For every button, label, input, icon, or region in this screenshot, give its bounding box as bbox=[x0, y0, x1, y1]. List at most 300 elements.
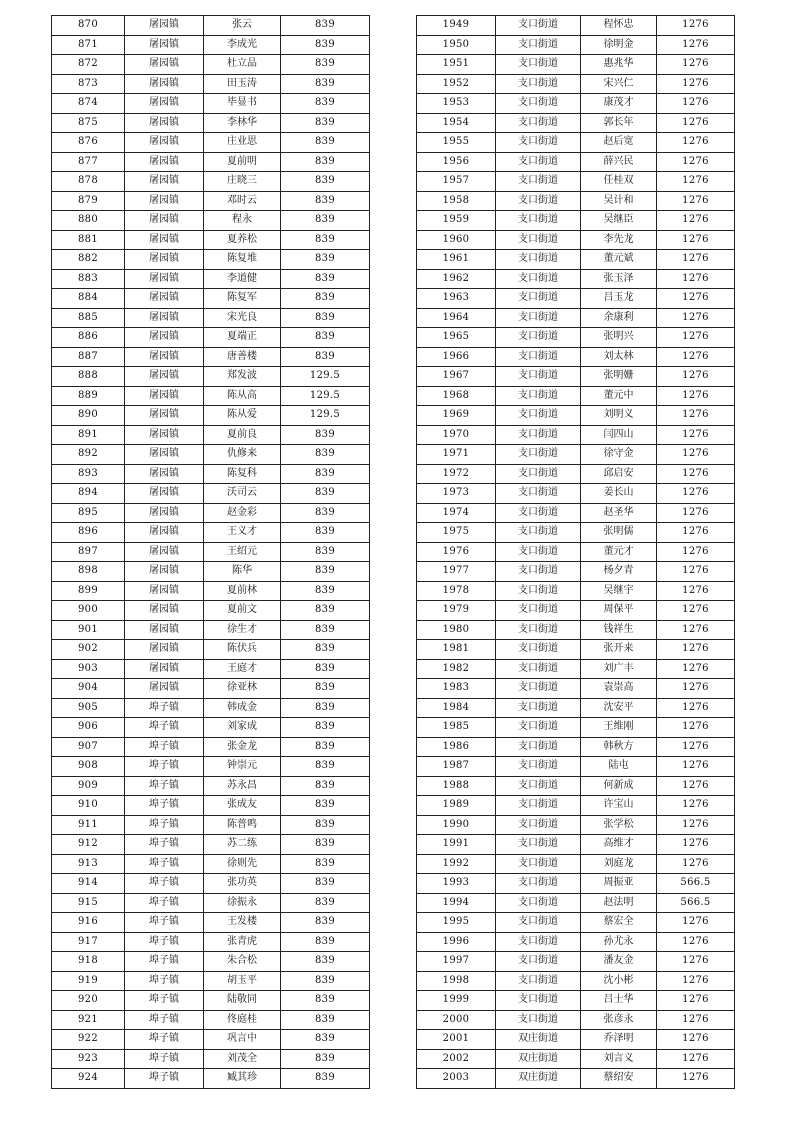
table-row bbox=[417, 581, 735, 601]
amount-cell: 1276 bbox=[657, 971, 735, 991]
row-number-cell: 1977 bbox=[417, 562, 496, 582]
township-cell: 支口街道 bbox=[496, 698, 581, 718]
person-name-cell: 苏二练 bbox=[204, 835, 281, 855]
amount-cell: 566.5 bbox=[657, 893, 735, 913]
row-number-cell: 1969 bbox=[417, 406, 496, 426]
amount-cell: 1276 bbox=[657, 1010, 735, 1030]
table-row bbox=[417, 737, 735, 757]
table-row bbox=[52, 484, 370, 504]
township-cell: 支口街道 bbox=[496, 815, 581, 835]
row-number-cell: 1963 bbox=[417, 289, 496, 309]
row-number-cell: 1992 bbox=[417, 854, 496, 874]
table-row bbox=[52, 464, 370, 484]
amount-cell: 1276 bbox=[657, 562, 735, 582]
person-name-cell: 赵金彩 bbox=[204, 503, 281, 523]
amount-cell: 839 bbox=[281, 172, 370, 192]
amount-cell: 839 bbox=[281, 854, 370, 874]
table-row bbox=[417, 16, 735, 36]
person-name-cell: 宋兴仁 bbox=[581, 74, 657, 94]
person-name-cell: 吴继臣 bbox=[581, 211, 657, 231]
amount-cell: 839 bbox=[281, 74, 370, 94]
person-name-cell: 沃司云 bbox=[204, 484, 281, 504]
amount-cell: 1276 bbox=[657, 16, 735, 36]
table-row bbox=[417, 562, 735, 582]
row-number-cell: 897 bbox=[52, 542, 125, 562]
person-name-cell: 徐振永 bbox=[204, 893, 281, 913]
row-number-cell: 1979 bbox=[417, 601, 496, 621]
person-name-cell: 臧其珍 bbox=[204, 1069, 281, 1089]
row-number-cell: 1956 bbox=[417, 152, 496, 172]
table-row bbox=[417, 211, 735, 231]
table-row bbox=[417, 718, 735, 738]
row-number-cell: 1988 bbox=[417, 776, 496, 796]
township-cell: 屠园镇 bbox=[125, 679, 204, 699]
row-number-cell: 908 bbox=[52, 757, 125, 777]
row-number-cell: 893 bbox=[52, 464, 125, 484]
row-number-cell: 878 bbox=[52, 172, 125, 192]
township-cell: 支口街道 bbox=[496, 854, 581, 874]
person-name-cell: 李林华 bbox=[204, 113, 281, 133]
person-name-cell: 张明兴 bbox=[581, 328, 657, 348]
person-name-cell: 王发楼 bbox=[204, 913, 281, 933]
row-number-cell: 899 bbox=[52, 581, 125, 601]
row-number-cell: 916 bbox=[52, 913, 125, 933]
table-row bbox=[417, 152, 735, 172]
person-name-cell: 毕显书 bbox=[204, 94, 281, 114]
person-name-cell: 姜长山 bbox=[581, 484, 657, 504]
person-name-cell: 董元中 bbox=[581, 386, 657, 406]
township-cell: 屠园镇 bbox=[125, 659, 204, 679]
amount-cell: 129.5 bbox=[281, 406, 370, 426]
amount-cell: 839 bbox=[281, 464, 370, 484]
township-cell: 支口街道 bbox=[496, 113, 581, 133]
table-row bbox=[417, 601, 735, 621]
person-name-cell: 陈伏兵 bbox=[204, 640, 281, 660]
person-name-cell: 陈从高 bbox=[204, 386, 281, 406]
person-name-cell: 薛兴民 bbox=[581, 152, 657, 172]
township-cell: 支口街道 bbox=[496, 230, 581, 250]
amount-cell: 839 bbox=[281, 601, 370, 621]
person-name-cell: 赵后宽 bbox=[581, 133, 657, 153]
amount-cell: 839 bbox=[281, 679, 370, 699]
row-number-cell: 1993 bbox=[417, 874, 496, 894]
person-name-cell: 夏前林 bbox=[204, 581, 281, 601]
row-number-cell: 1980 bbox=[417, 620, 496, 640]
amount-cell: 1276 bbox=[657, 308, 735, 328]
person-name-cell: 周保平 bbox=[581, 601, 657, 621]
row-number-cell: 1997 bbox=[417, 952, 496, 972]
row-number-cell: 1996 bbox=[417, 932, 496, 952]
person-name-cell: 庄晓三 bbox=[204, 172, 281, 192]
row-number-cell: 1950 bbox=[417, 35, 496, 55]
table-row bbox=[52, 971, 370, 991]
township-cell: 支口街道 bbox=[496, 269, 581, 289]
amount-cell: 1276 bbox=[657, 640, 735, 660]
row-number-cell: 1953 bbox=[417, 94, 496, 114]
left-roster-table bbox=[51, 15, 370, 1089]
table-row bbox=[417, 952, 735, 972]
person-name-cell: 张明姗 bbox=[581, 367, 657, 387]
table-row bbox=[417, 406, 735, 426]
person-name-cell: 徐明金 bbox=[581, 35, 657, 55]
township-cell: 屠园镇 bbox=[125, 464, 204, 484]
township-cell: 支口街道 bbox=[496, 659, 581, 679]
township-cell: 埠子镇 bbox=[125, 835, 204, 855]
table-row bbox=[417, 1049, 735, 1069]
table-row bbox=[52, 35, 370, 55]
table-row bbox=[52, 835, 370, 855]
township-cell: 埠子镇 bbox=[125, 932, 204, 952]
row-number-cell: 1960 bbox=[417, 230, 496, 250]
table-row bbox=[417, 425, 735, 445]
township-cell: 支口街道 bbox=[496, 172, 581, 192]
person-name-cell: 张青虎 bbox=[204, 932, 281, 952]
township-cell: 屠园镇 bbox=[125, 94, 204, 114]
township-cell: 支口街道 bbox=[496, 581, 581, 601]
row-number-cell: 896 bbox=[52, 523, 125, 543]
township-cell: 屠园镇 bbox=[125, 601, 204, 621]
table-row bbox=[52, 445, 370, 465]
amount-cell: 1276 bbox=[657, 796, 735, 816]
person-name-cell: 孙尤永 bbox=[581, 932, 657, 952]
table-row bbox=[52, 679, 370, 699]
table-row bbox=[52, 269, 370, 289]
row-number-cell: 885 bbox=[52, 308, 125, 328]
amount-cell: 839 bbox=[281, 16, 370, 36]
amount-cell: 1276 bbox=[657, 445, 735, 465]
row-number-cell: 913 bbox=[52, 854, 125, 874]
row-number-cell: 901 bbox=[52, 620, 125, 640]
person-name-cell: 任桂双 bbox=[581, 172, 657, 192]
person-name-cell: 钱祥生 bbox=[581, 620, 657, 640]
row-number-cell: 918 bbox=[52, 952, 125, 972]
amount-cell: 839 bbox=[281, 308, 370, 328]
table-row bbox=[417, 484, 735, 504]
person-name-cell: 宋光良 bbox=[204, 308, 281, 328]
amount-cell: 839 bbox=[281, 542, 370, 562]
amount-cell: 1276 bbox=[657, 679, 735, 699]
amount-cell: 1276 bbox=[657, 757, 735, 777]
table-row bbox=[52, 289, 370, 309]
table-row bbox=[417, 347, 735, 367]
table-row bbox=[417, 835, 735, 855]
table-row bbox=[417, 991, 735, 1011]
amount-cell: 839 bbox=[281, 425, 370, 445]
amount-cell: 839 bbox=[281, 815, 370, 835]
township-cell: 埠子镇 bbox=[125, 1030, 204, 1050]
table-row bbox=[52, 854, 370, 874]
amount-cell: 1276 bbox=[657, 484, 735, 504]
person-name-cell: 张学松 bbox=[581, 815, 657, 835]
amount-cell: 839 bbox=[281, 952, 370, 972]
table-row bbox=[417, 698, 735, 718]
right-roster-body bbox=[417, 16, 735, 1089]
person-name-cell: 刘家成 bbox=[204, 718, 281, 738]
table-row bbox=[52, 406, 370, 426]
table-row bbox=[52, 1069, 370, 1089]
township-cell: 支口街道 bbox=[496, 425, 581, 445]
table-row bbox=[417, 445, 735, 465]
table-row bbox=[52, 698, 370, 718]
row-number-cell: 903 bbox=[52, 659, 125, 679]
table-row bbox=[52, 74, 370, 94]
person-name-cell: 杜立品 bbox=[204, 55, 281, 75]
person-name-cell: 陆屯 bbox=[581, 757, 657, 777]
township-cell: 支口街道 bbox=[496, 679, 581, 699]
person-name-cell: 吕士华 bbox=[581, 991, 657, 1011]
amount-cell: 839 bbox=[281, 737, 370, 757]
amount-cell: 839 bbox=[281, 445, 370, 465]
table-row bbox=[52, 250, 370, 270]
township-cell: 支口街道 bbox=[496, 347, 581, 367]
township-cell: 埠子镇 bbox=[125, 1049, 204, 1069]
person-name-cell: 胡玉平 bbox=[204, 971, 281, 991]
table-row bbox=[417, 250, 735, 270]
amount-cell: 1276 bbox=[657, 269, 735, 289]
amount-cell: 1276 bbox=[657, 854, 735, 874]
amount-cell: 1276 bbox=[657, 35, 735, 55]
person-name-cell: 赵法明 bbox=[581, 893, 657, 913]
person-name-cell: 刘言义 bbox=[581, 1049, 657, 1069]
row-number-cell: 879 bbox=[52, 191, 125, 211]
amount-cell: 839 bbox=[281, 874, 370, 894]
amount-cell: 1276 bbox=[657, 952, 735, 972]
township-cell: 埠子镇 bbox=[125, 737, 204, 757]
row-number-cell: 1952 bbox=[417, 74, 496, 94]
row-number-cell: 880 bbox=[52, 211, 125, 231]
amount-cell: 839 bbox=[281, 35, 370, 55]
amount-cell: 839 bbox=[281, 191, 370, 211]
amount-cell: 1276 bbox=[657, 835, 735, 855]
table-row bbox=[52, 425, 370, 445]
person-name-cell: 邱启安 bbox=[581, 464, 657, 484]
person-name-cell: 程怀忠 bbox=[581, 16, 657, 36]
person-name-cell: 乔泽明 bbox=[581, 1030, 657, 1050]
amount-cell: 1276 bbox=[657, 523, 735, 543]
township-cell: 支口街道 bbox=[496, 406, 581, 426]
table-row bbox=[52, 581, 370, 601]
table-row bbox=[417, 503, 735, 523]
table-row bbox=[52, 620, 370, 640]
person-name-cell: 陈复堆 bbox=[204, 250, 281, 270]
row-number-cell: 870 bbox=[52, 16, 125, 36]
person-name-cell: 周振亚 bbox=[581, 874, 657, 894]
row-number-cell: 1961 bbox=[417, 250, 496, 270]
table-row bbox=[52, 757, 370, 777]
amount-cell: 839 bbox=[281, 250, 370, 270]
table-row bbox=[52, 133, 370, 153]
amount-cell: 129.5 bbox=[281, 367, 370, 387]
row-number-cell: 1982 bbox=[417, 659, 496, 679]
township-cell: 屠园镇 bbox=[125, 308, 204, 328]
township-cell: 支口街道 bbox=[496, 737, 581, 757]
table-row bbox=[52, 386, 370, 406]
row-number-cell: 1964 bbox=[417, 308, 496, 328]
row-number-cell: 909 bbox=[52, 776, 125, 796]
township-cell: 支口街道 bbox=[496, 367, 581, 387]
table-row bbox=[52, 893, 370, 913]
amount-cell: 839 bbox=[281, 913, 370, 933]
amount-cell: 1276 bbox=[657, 464, 735, 484]
table-row bbox=[52, 55, 370, 75]
township-cell: 埠子镇 bbox=[125, 971, 204, 991]
table-row bbox=[417, 913, 735, 933]
person-name-cell: 徐则先 bbox=[204, 854, 281, 874]
table-row bbox=[52, 542, 370, 562]
amount-cell: 839 bbox=[281, 347, 370, 367]
amount-cell: 1276 bbox=[657, 152, 735, 172]
table-row bbox=[417, 113, 735, 133]
township-cell: 支口街道 bbox=[496, 484, 581, 504]
person-name-cell: 庄业思 bbox=[204, 133, 281, 153]
person-name-cell: 刘明义 bbox=[581, 406, 657, 426]
amount-cell: 1276 bbox=[657, 55, 735, 75]
row-number-cell: 1998 bbox=[417, 971, 496, 991]
township-cell: 支口街道 bbox=[496, 913, 581, 933]
township-cell: 埠子镇 bbox=[125, 776, 204, 796]
table-row bbox=[417, 659, 735, 679]
table-row bbox=[417, 464, 735, 484]
table-row bbox=[52, 191, 370, 211]
township-cell: 埠子镇 bbox=[125, 893, 204, 913]
amount-cell: 1276 bbox=[657, 406, 735, 426]
person-name-cell: 程永 bbox=[204, 211, 281, 231]
row-number-cell: 1994 bbox=[417, 893, 496, 913]
amount-cell: 1276 bbox=[657, 737, 735, 757]
row-number-cell: 1967 bbox=[417, 367, 496, 387]
row-number-cell: 874 bbox=[52, 94, 125, 114]
left-roster-body bbox=[52, 16, 370, 1089]
row-number-cell: 1968 bbox=[417, 386, 496, 406]
row-number-cell: 1965 bbox=[417, 328, 496, 348]
township-cell: 埠子镇 bbox=[125, 991, 204, 1011]
table-row bbox=[52, 230, 370, 250]
right-roster-table bbox=[416, 15, 735, 1089]
township-cell: 支口街道 bbox=[496, 464, 581, 484]
row-number-cell: 1990 bbox=[417, 815, 496, 835]
amount-cell: 1276 bbox=[657, 542, 735, 562]
amount-cell: 1276 bbox=[657, 386, 735, 406]
person-name-cell: 蔡宏全 bbox=[581, 913, 657, 933]
township-cell: 屠园镇 bbox=[125, 172, 204, 192]
row-number-cell: 920 bbox=[52, 991, 125, 1011]
amount-cell: 839 bbox=[281, 523, 370, 543]
township-cell: 支口街道 bbox=[496, 152, 581, 172]
person-name-cell: 田玉涛 bbox=[204, 74, 281, 94]
row-number-cell: 888 bbox=[52, 367, 125, 387]
person-name-cell: 张金龙 bbox=[204, 737, 281, 757]
row-number-cell: 895 bbox=[52, 503, 125, 523]
amount-cell: 839 bbox=[281, 328, 370, 348]
table-row bbox=[417, 328, 735, 348]
township-cell: 支口街道 bbox=[496, 620, 581, 640]
amount-cell: 1276 bbox=[657, 718, 735, 738]
row-number-cell: 924 bbox=[52, 1069, 125, 1089]
row-number-cell: 1976 bbox=[417, 542, 496, 562]
table-row bbox=[52, 562, 370, 582]
table-row bbox=[52, 1049, 370, 1069]
township-cell: 支口街道 bbox=[496, 289, 581, 309]
amount-cell: 1276 bbox=[657, 503, 735, 523]
row-number-cell: 1962 bbox=[417, 269, 496, 289]
person-name-cell: 郭长年 bbox=[581, 113, 657, 133]
amount-cell: 566.5 bbox=[657, 874, 735, 894]
table-row bbox=[52, 94, 370, 114]
person-name-cell: 王义才 bbox=[204, 523, 281, 543]
person-name-cell: 闫四山 bbox=[581, 425, 657, 445]
township-cell: 屠园镇 bbox=[125, 484, 204, 504]
row-number-cell: 894 bbox=[52, 484, 125, 504]
table-row bbox=[417, 133, 735, 153]
amount-cell: 1276 bbox=[657, 191, 735, 211]
township-cell: 支口街道 bbox=[496, 503, 581, 523]
township-cell: 屠园镇 bbox=[125, 620, 204, 640]
amount-cell: 839 bbox=[281, 776, 370, 796]
person-name-cell: 高维才 bbox=[581, 835, 657, 855]
row-number-cell: 1951 bbox=[417, 55, 496, 75]
person-name-cell: 潘友金 bbox=[581, 952, 657, 972]
township-cell: 双庄街道 bbox=[496, 1030, 581, 1050]
amount-cell: 129.5 bbox=[281, 386, 370, 406]
person-name-cell: 徐守金 bbox=[581, 445, 657, 465]
township-cell: 屠园镇 bbox=[125, 269, 204, 289]
township-cell: 支口街道 bbox=[496, 74, 581, 94]
amount-cell: 839 bbox=[281, 835, 370, 855]
table-row bbox=[52, 932, 370, 952]
person-name-cell: 邓时云 bbox=[204, 191, 281, 211]
person-name-cell: 夏前文 bbox=[204, 601, 281, 621]
amount-cell: 1276 bbox=[657, 347, 735, 367]
row-number-cell: 915 bbox=[52, 893, 125, 913]
township-cell: 双庄街道 bbox=[496, 1069, 581, 1089]
amount-cell: 1276 bbox=[657, 172, 735, 192]
township-cell: 埠子镇 bbox=[125, 952, 204, 972]
amount-cell: 839 bbox=[281, 269, 370, 289]
amount-cell: 839 bbox=[281, 133, 370, 153]
township-cell: 屠园镇 bbox=[125, 35, 204, 55]
person-name-cell: 李道健 bbox=[204, 269, 281, 289]
person-name-cell: 张彦永 bbox=[581, 1010, 657, 1030]
row-number-cell: 1959 bbox=[417, 211, 496, 231]
amount-cell: 839 bbox=[281, 757, 370, 777]
township-cell: 屠园镇 bbox=[125, 523, 204, 543]
table-row bbox=[417, 971, 735, 991]
person-name-cell: 余康利 bbox=[581, 308, 657, 328]
row-number-cell: 912 bbox=[52, 835, 125, 855]
row-number-cell: 1970 bbox=[417, 425, 496, 445]
table-row bbox=[417, 874, 735, 894]
table-row bbox=[52, 347, 370, 367]
table-row bbox=[52, 718, 370, 738]
amount-cell: 839 bbox=[281, 1010, 370, 1030]
township-cell: 屠园镇 bbox=[125, 74, 204, 94]
table-row bbox=[52, 796, 370, 816]
person-name-cell: 夏前明 bbox=[204, 152, 281, 172]
row-number-cell: 898 bbox=[52, 562, 125, 582]
amount-cell: 1276 bbox=[657, 425, 735, 445]
person-name-cell: 韩成金 bbox=[204, 698, 281, 718]
row-number-cell: 1958 bbox=[417, 191, 496, 211]
row-number-cell: 922 bbox=[52, 1030, 125, 1050]
township-cell: 埠子镇 bbox=[125, 913, 204, 933]
row-number-cell: 877 bbox=[52, 152, 125, 172]
person-name-cell: 陈复军 bbox=[204, 289, 281, 309]
table-row bbox=[52, 211, 370, 231]
township-cell: 屠园镇 bbox=[125, 289, 204, 309]
row-number-cell: 2003 bbox=[417, 1069, 496, 1089]
amount-cell: 1276 bbox=[657, 211, 735, 231]
township-cell: 支口街道 bbox=[496, 35, 581, 55]
